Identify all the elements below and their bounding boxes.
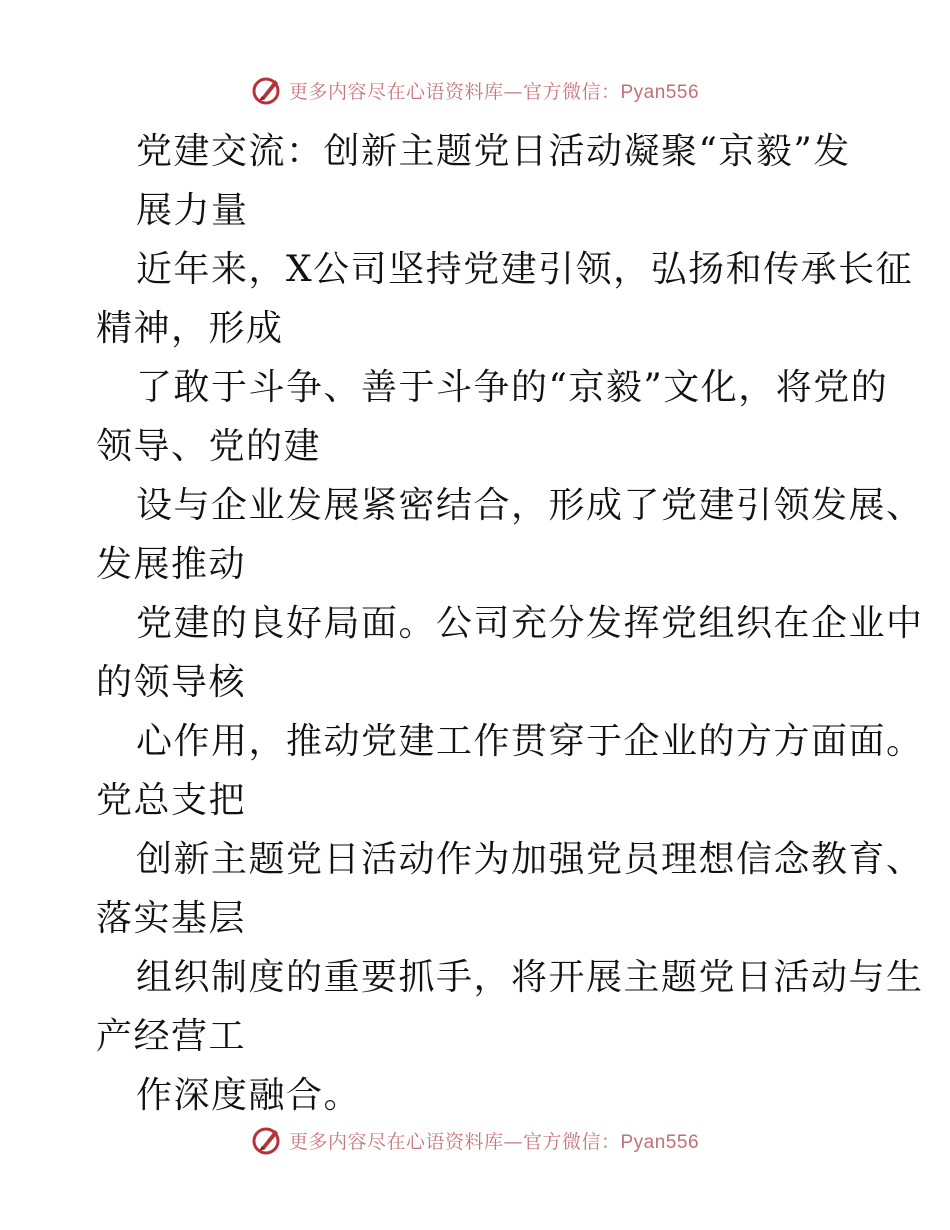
- header-banner: [0, 70, 950, 110]
- paragraph-line: 心作用，推动党建工作贯穿于企业的方方面面。: [136, 721, 924, 762]
- paragraph-line: 党建的良好局面。公司充分发挥党组织在企业中: [136, 603, 924, 644]
- paragraph-line: 产经营工: [96, 1016, 247, 1057]
- header-banner-label: 更多内容尽在心语资料库—官方微信：: [288, 80, 621, 103]
- paragraph-line: 党总支把: [96, 780, 247, 821]
- footer-banner-label: 更多内容尽在心语资料库—官方微信：: [288, 1130, 621, 1153]
- paragraph-line: 创新主题党日活动作为加强党员理想信念教育、: [136, 839, 924, 880]
- paragraph-line: 组织制度的重要抓手，将开展主题党日活动与生: [136, 957, 924, 998]
- footer-banner: [0, 1120, 950, 1160]
- document-body: [96, 122, 924, 1125]
- footer-banner-brand: Pyan556: [620, 1131, 700, 1153]
- paragraph-line: 了敢于斗争、善于斗争的“京毅”文化，将党的: [136, 367, 889, 408]
- quill-pen-logo-icon: [251, 74, 283, 106]
- paragraph-line: 落实基层: [96, 898, 247, 939]
- header-banner-text: [289, 77, 699, 104]
- paragraph-line: 的领导核: [96, 662, 247, 703]
- document-title-line-2: 展力量: [136, 190, 249, 231]
- document-title-line-1: 党建交流：创新主题党日活动凝聚“京毅”发: [136, 131, 851, 172]
- paragraph-line: 设与企业发展紧密结合，形成了党建引领发展、: [136, 485, 924, 526]
- footer-banner-text: [289, 1127, 699, 1154]
- paragraph-line: 领导、党的建: [96, 426, 322, 467]
- paragraph-line: 发展推动: [96, 544, 247, 585]
- paragraph-line: 精神，形成: [96, 308, 284, 349]
- paragraph-line: 作深度融合。: [136, 1075, 362, 1116]
- header-banner-brand: Pyan556: [620, 81, 700, 103]
- paragraph-line: 近年来，X公司坚持党建引领，弘扬和传承长征: [136, 249, 914, 290]
- quill-pen-logo-icon: [251, 1124, 283, 1156]
